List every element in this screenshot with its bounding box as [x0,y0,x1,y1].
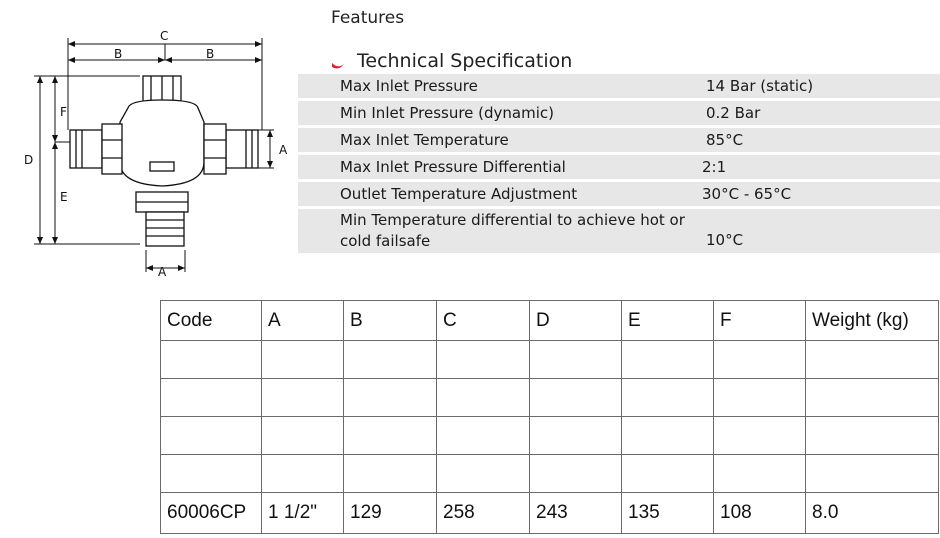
spec-name-line1: Min Temperature differential to achieve hot or [340,211,685,229]
dim-label-e: E [60,190,68,204]
spec-heading-label: Technical Specification [357,50,573,72]
table-row [161,417,939,455]
dimensions-table [160,300,939,534]
dim-label-f: F [60,105,67,119]
spec-row [298,128,940,152]
header-cell: Weight (kg) [806,301,939,341]
cell-e: 135 [622,493,714,534]
cell-d: 243 [530,493,622,534]
spec-name: Max Inlet Pressure [340,76,478,95]
cell-weight: 8.0 [806,493,939,534]
spec-value: 2:1 [702,157,727,176]
cell-f: 108 [714,493,806,534]
cell-code: 60006CP [161,493,262,534]
header-cell: F [714,301,806,341]
spec-table [298,74,940,256]
spec-row [298,155,940,179]
spec-row [298,182,940,206]
dim-label-b-right: B [206,47,215,61]
dim-label-c: C [160,29,169,43]
table-row [161,493,939,534]
dim-label-a-side: A [279,143,288,157]
table-row [161,341,939,379]
spec-name: Outlet Temperature Adjustment [340,184,578,203]
header-cell: B [344,301,437,341]
spec-name: Max Inlet Temperature [340,130,509,149]
header-cell: A [262,301,344,341]
spec-row [298,101,940,125]
valve-drawing [0,0,300,290]
valve-diagram [0,0,300,290]
spec-value: 14 Bar (static) [706,76,814,95]
dim-label-a-bottom: A [158,265,167,279]
cell-b: 129 [344,493,437,534]
spec-row [298,74,940,98]
dim-label-b-left: B [114,47,123,61]
cell-c: 258 [437,493,530,534]
cell-a: 1 1/2" [262,493,344,534]
red-bullet-icon [331,56,345,66]
dim-label-d: D [24,153,34,167]
spec-name-line2: cold failsafe [340,232,431,250]
header-cell: Code [161,301,262,341]
header-cell: C [437,301,530,341]
spec-value: 85°C [706,130,744,149]
spec-name: Max Inlet Pressure Differential [340,157,566,176]
header-cell: D [530,301,622,341]
table-row [161,455,939,493]
spec-row [298,209,940,253]
table-row [161,379,939,417]
spec-name [298,210,706,252]
table-header-row [161,301,939,341]
spec-value: 10°C [706,231,744,249]
header-cell: E [622,301,714,341]
spec-value: 0.2 Bar [706,103,761,122]
spec-value: 30°C - 65°C [702,184,792,203]
spec-name: Min Inlet Pressure (dynamic) [340,103,555,122]
features-title: Features [331,8,405,28]
spec-heading [331,50,572,72]
